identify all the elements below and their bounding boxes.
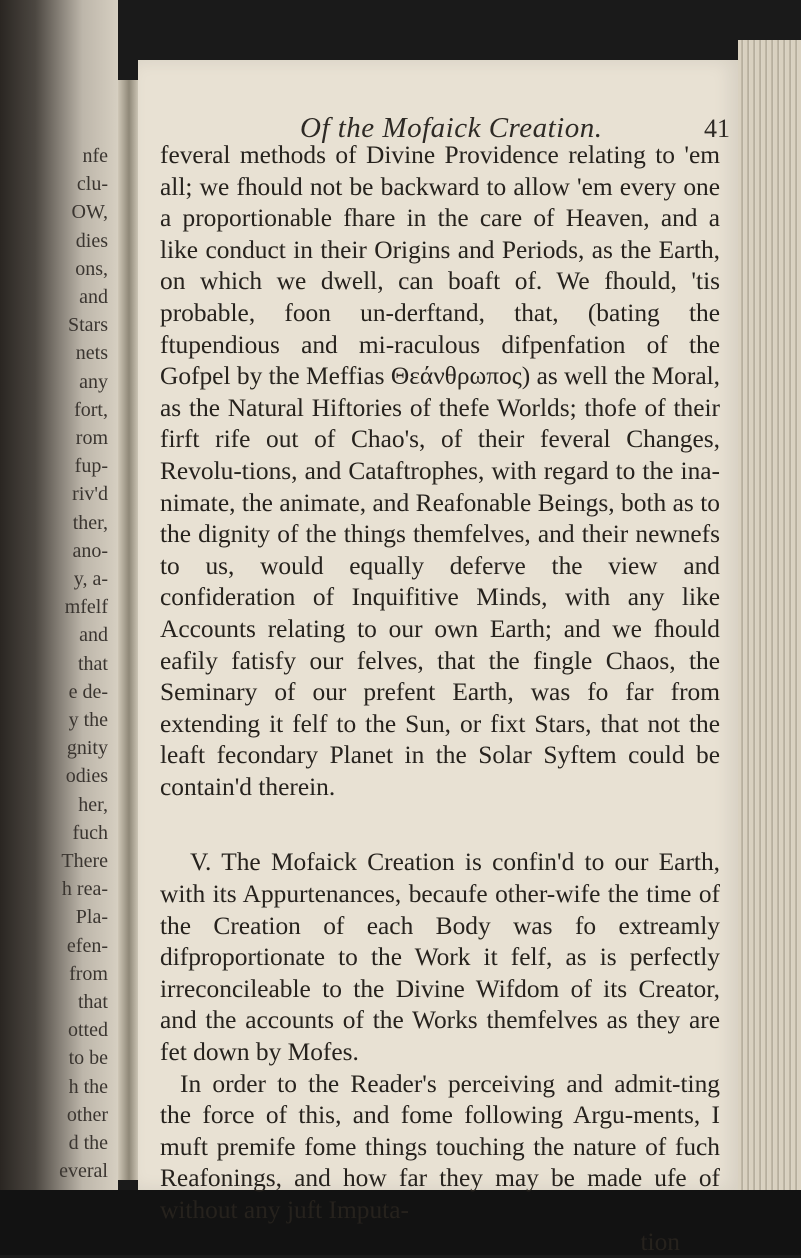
facing-page-fragment: from (69, 962, 108, 985)
facing-page-fragment: gnity (66, 737, 108, 760)
paragraph-1: feveral methods of Divine Providence relating to 'em all; we fhould not be backward to allow 'em every one a proportionable fhare in the care of Heaven, and a like conduct in their Origins and Periods, as the Earth, on which we dwell, can boaft of. We fhould, 'tis probable, foon un-derftand, that, (bating the ftupendious and mi-raculous difpenfation of the Gofpel by the Meffias Θεάνθρωπος) as well the Moral, as the Natural Hiftories of thefe Worlds; thofe of their firft rife out of Chao's, of their feveral Changes, Revolu-tions, and Cataftrophes, with regard to the ina-nimate, the animate, and Reafonable Beings, both as to the dignity of the things themfelves, and their newnefs to us, would equally deferve the view and confideration of Inquifitive Minds, with any like Accounts relating to our own Earth; and we fhould eafily fatisfy our felves, that the fingle Chaos, the Seminary of our prefent Earth, was fo far from extending it felf to the Sun, or fixt Stars, that not the leaft fecondary Planet in the Solar Syftem could be contain'd therein. (160, 141, 720, 801)
facing-page-fragment: that (78, 991, 108, 1013)
facing-page-fragment: nets (75, 342, 108, 365)
facing-page-fragment: fuch (72, 821, 108, 844)
facing-page-fragment: ons, (75, 257, 108, 280)
running-title: Of the Mofaick Creation. (300, 112, 603, 144)
facing-page-fragment: e de- (68, 680, 108, 703)
facing-page-fragment: riv'd (72, 483, 108, 506)
facing-page-fragment: Pla- (75, 906, 108, 929)
facing-page-fragment: Stars (68, 314, 108, 337)
facing-page-edge (0, 0, 118, 1255)
facing-page-fragment: that (78, 652, 108, 675)
facing-page-fragment: odies (65, 765, 108, 788)
paragraph-3: In order to the Reader's perceiving and admit-ting the force of this, and fome following Argu-ments, I muft premife fome things touching the nature of fuch Reafonings, and how far they may be made ufe of without any juft Imputa- (160, 1069, 720, 1224)
facing-page-fragment: fup- (74, 455, 108, 478)
facing-page-fragment: other (66, 1103, 108, 1126)
paragraph-2: V. The Mofaick Creation is confin'd to our Earth, with its Appurtenances, becaufe other-wife the time of the Creation of each Body was fo extreamly difproportionate to the Work it felf, as is perfectly irreconcileable to the Divine Wifdom of its Creator, and the accounts of the Works themfelves as they are fet down by Mofes. (160, 848, 720, 1067)
facing-page-fragment: d the (68, 1132, 108, 1154)
facing-page-fragment: There (61, 850, 108, 872)
facing-page-fragment: efen- (66, 934, 108, 957)
facing-page-fragment: y, a- (73, 568, 108, 590)
facing-page-fragment: mfelf (64, 596, 108, 619)
facing-page-fragment: h the (68, 1075, 108, 1098)
book-gutter (118, 80, 140, 1180)
facing-page-fragment: and (79, 624, 108, 647)
facing-page-fragment: nfe (82, 145, 108, 167)
facing-page-fragment: fort, (74, 398, 108, 421)
facing-page-fragment: otted (68, 1019, 108, 1042)
facing-page-fragment: OW, (71, 201, 108, 224)
facing-page-fragment: clu- (76, 173, 108, 196)
facing-page-fragment: dies (75, 229, 108, 252)
facing-page-fragment: everal (59, 1160, 108, 1183)
facing-page-fragment: ano- (72, 539, 108, 562)
facing-page-fragment: any (79, 370, 108, 393)
facing-page-fragment: y the (68, 709, 108, 731)
facing-page-fragment: and (79, 286, 108, 308)
page-number: 41 (704, 114, 730, 143)
body-text (160, 140, 720, 1258)
catchword: tion (640, 1227, 680, 1256)
page-edges (738, 40, 801, 1220)
facing-page-fragment: to be (68, 1047, 108, 1070)
facing-page-fragment: ther, (72, 511, 108, 534)
facing-page-fragment: rom (75, 427, 108, 449)
facing-page-fragment: her, (78, 793, 108, 816)
facing-page-fragment: h rea- (61, 878, 108, 901)
